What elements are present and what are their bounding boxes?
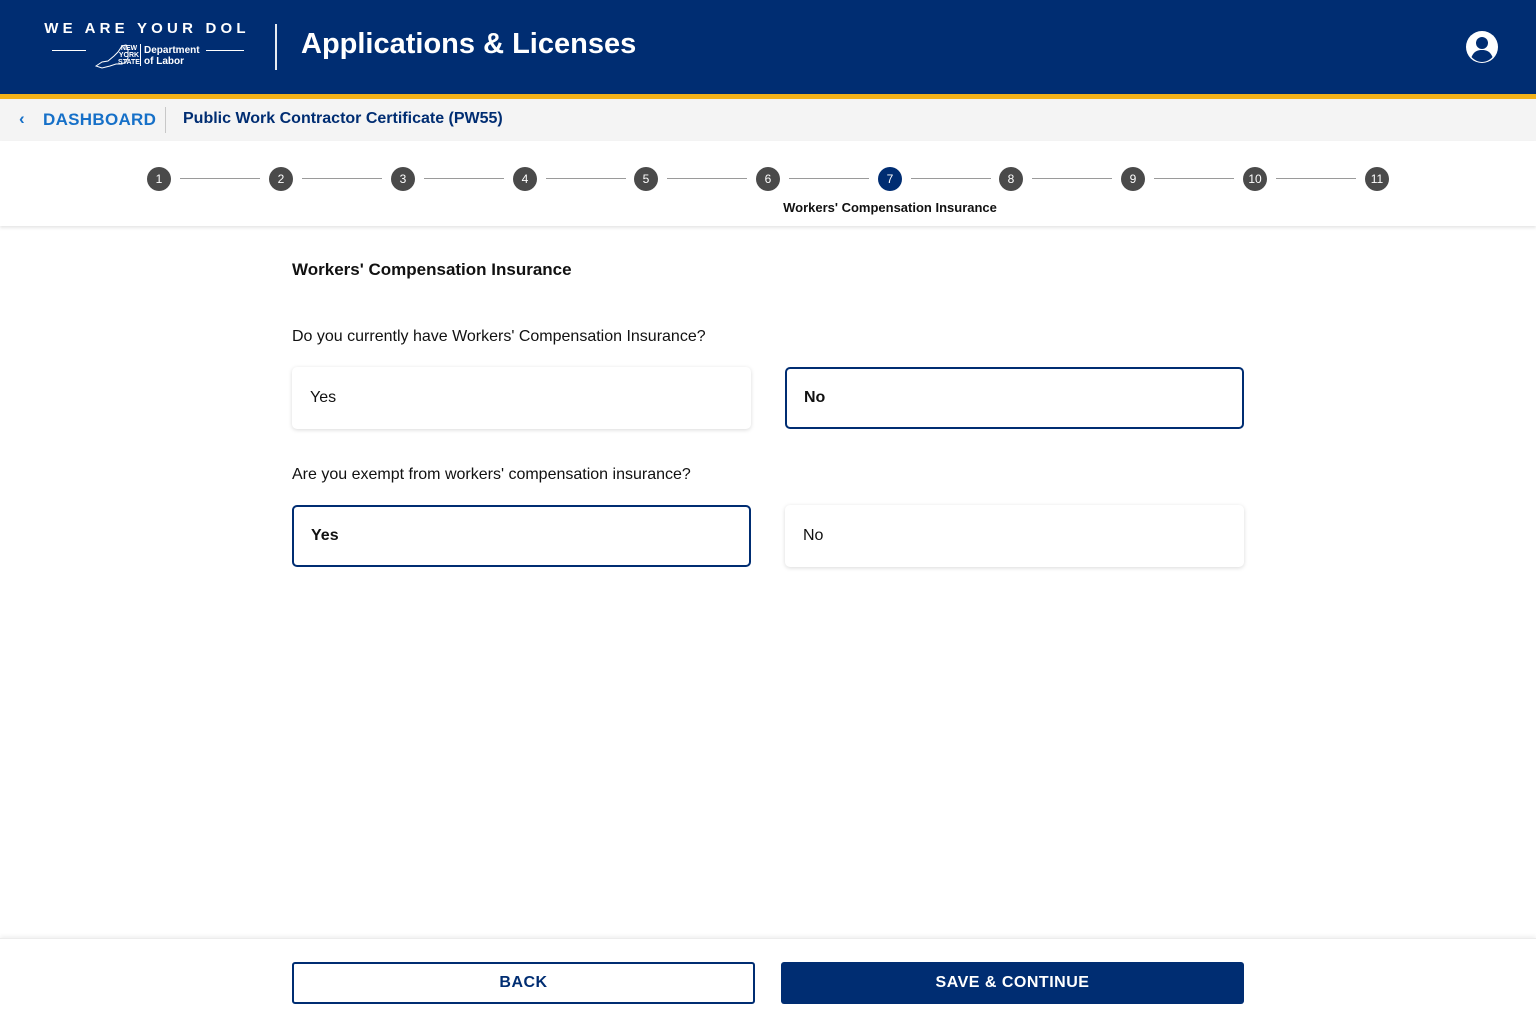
dashboard-link[interactable]: DASHBOARD bbox=[43, 110, 157, 129]
question-has-insurance: Do you currently have Workers' Compensation Insurance? bbox=[292, 328, 706, 345]
breadcrumb bbox=[0, 99, 1536, 141]
step-2[interactable]: 2 bbox=[269, 167, 293, 191]
step-connector bbox=[1032, 178, 1112, 179]
step-5[interactable]: 5 bbox=[634, 167, 658, 191]
logo-state-word: NEW bbox=[120, 45, 138, 52]
chevron-left-icon[interactable]: ‹ bbox=[19, 109, 25, 128]
progress-stepper bbox=[0, 141, 1536, 226]
step-4[interactable]: 4 bbox=[513, 167, 537, 191]
step-connector bbox=[1276, 178, 1356, 179]
logo-department-text bbox=[144, 45, 200, 67]
page-title: Public Work Contractor Certificate (PW55) bbox=[183, 110, 503, 127]
logo-dept-line1: Department bbox=[144, 45, 200, 56]
header-divider bbox=[275, 24, 277, 70]
nys-dol-logo[interactable] bbox=[40, 20, 254, 72]
current-step-label: Workers' Compensation Insurance bbox=[783, 200, 997, 215]
step-connector bbox=[302, 178, 382, 179]
step-connector bbox=[911, 178, 991, 179]
back-button[interactable]: BACK bbox=[292, 962, 755, 1004]
step-connector bbox=[667, 178, 747, 179]
step-connector bbox=[1154, 178, 1234, 179]
app-header bbox=[0, 0, 1536, 94]
exempt-yes-option-selected[interactable]: Yes bbox=[292, 505, 751, 567]
logo-rule-right bbox=[206, 50, 244, 51]
breadcrumb-separator bbox=[165, 107, 166, 133]
section-title: Workers' Compensation Insurance bbox=[292, 260, 572, 279]
has-insurance-no-option-selected[interactable]: No bbox=[785, 367, 1244, 429]
footer-actions bbox=[0, 938, 1536, 1024]
app-title: Applications & Licenses bbox=[301, 28, 637, 60]
step-8[interactable]: 8 bbox=[999, 167, 1023, 191]
logo-dept-line2: of Labor bbox=[144, 56, 184, 67]
exempt-no-option[interactable]: No bbox=[785, 505, 1244, 567]
user-account-icon[interactable] bbox=[1465, 30, 1499, 64]
step-connector bbox=[546, 178, 626, 179]
question-exempt: Are you exempt from workers' compensation insurance? bbox=[292, 466, 691, 483]
step-10[interactable]: 10 bbox=[1243, 167, 1267, 191]
step-3[interactable]: 3 bbox=[391, 167, 415, 191]
step-9[interactable]: 9 bbox=[1121, 167, 1145, 191]
step-6[interactable]: 6 bbox=[756, 167, 780, 191]
logo-state-text bbox=[118, 45, 140, 66]
save-continue-button[interactable]: SAVE & CONTINUE bbox=[781, 962, 1244, 1004]
has-insurance-yes-option[interactable]: Yes bbox=[292, 367, 751, 429]
logo-state-word: STATE bbox=[118, 59, 140, 66]
step-11[interactable]: 11 bbox=[1365, 167, 1389, 191]
logo-tagline: WE ARE YOUR DOL bbox=[44, 20, 250, 37]
step-connector bbox=[424, 178, 504, 179]
step-1[interactable]: 1 bbox=[147, 167, 171, 191]
step-connector bbox=[180, 178, 260, 179]
logo-state-word: YORK bbox=[118, 52, 140, 59]
step-7-current[interactable]: 7 bbox=[878, 167, 902, 191]
logo-divider bbox=[140, 44, 141, 66]
logo-rule-left bbox=[52, 50, 86, 51]
step-connector bbox=[789, 178, 869, 179]
